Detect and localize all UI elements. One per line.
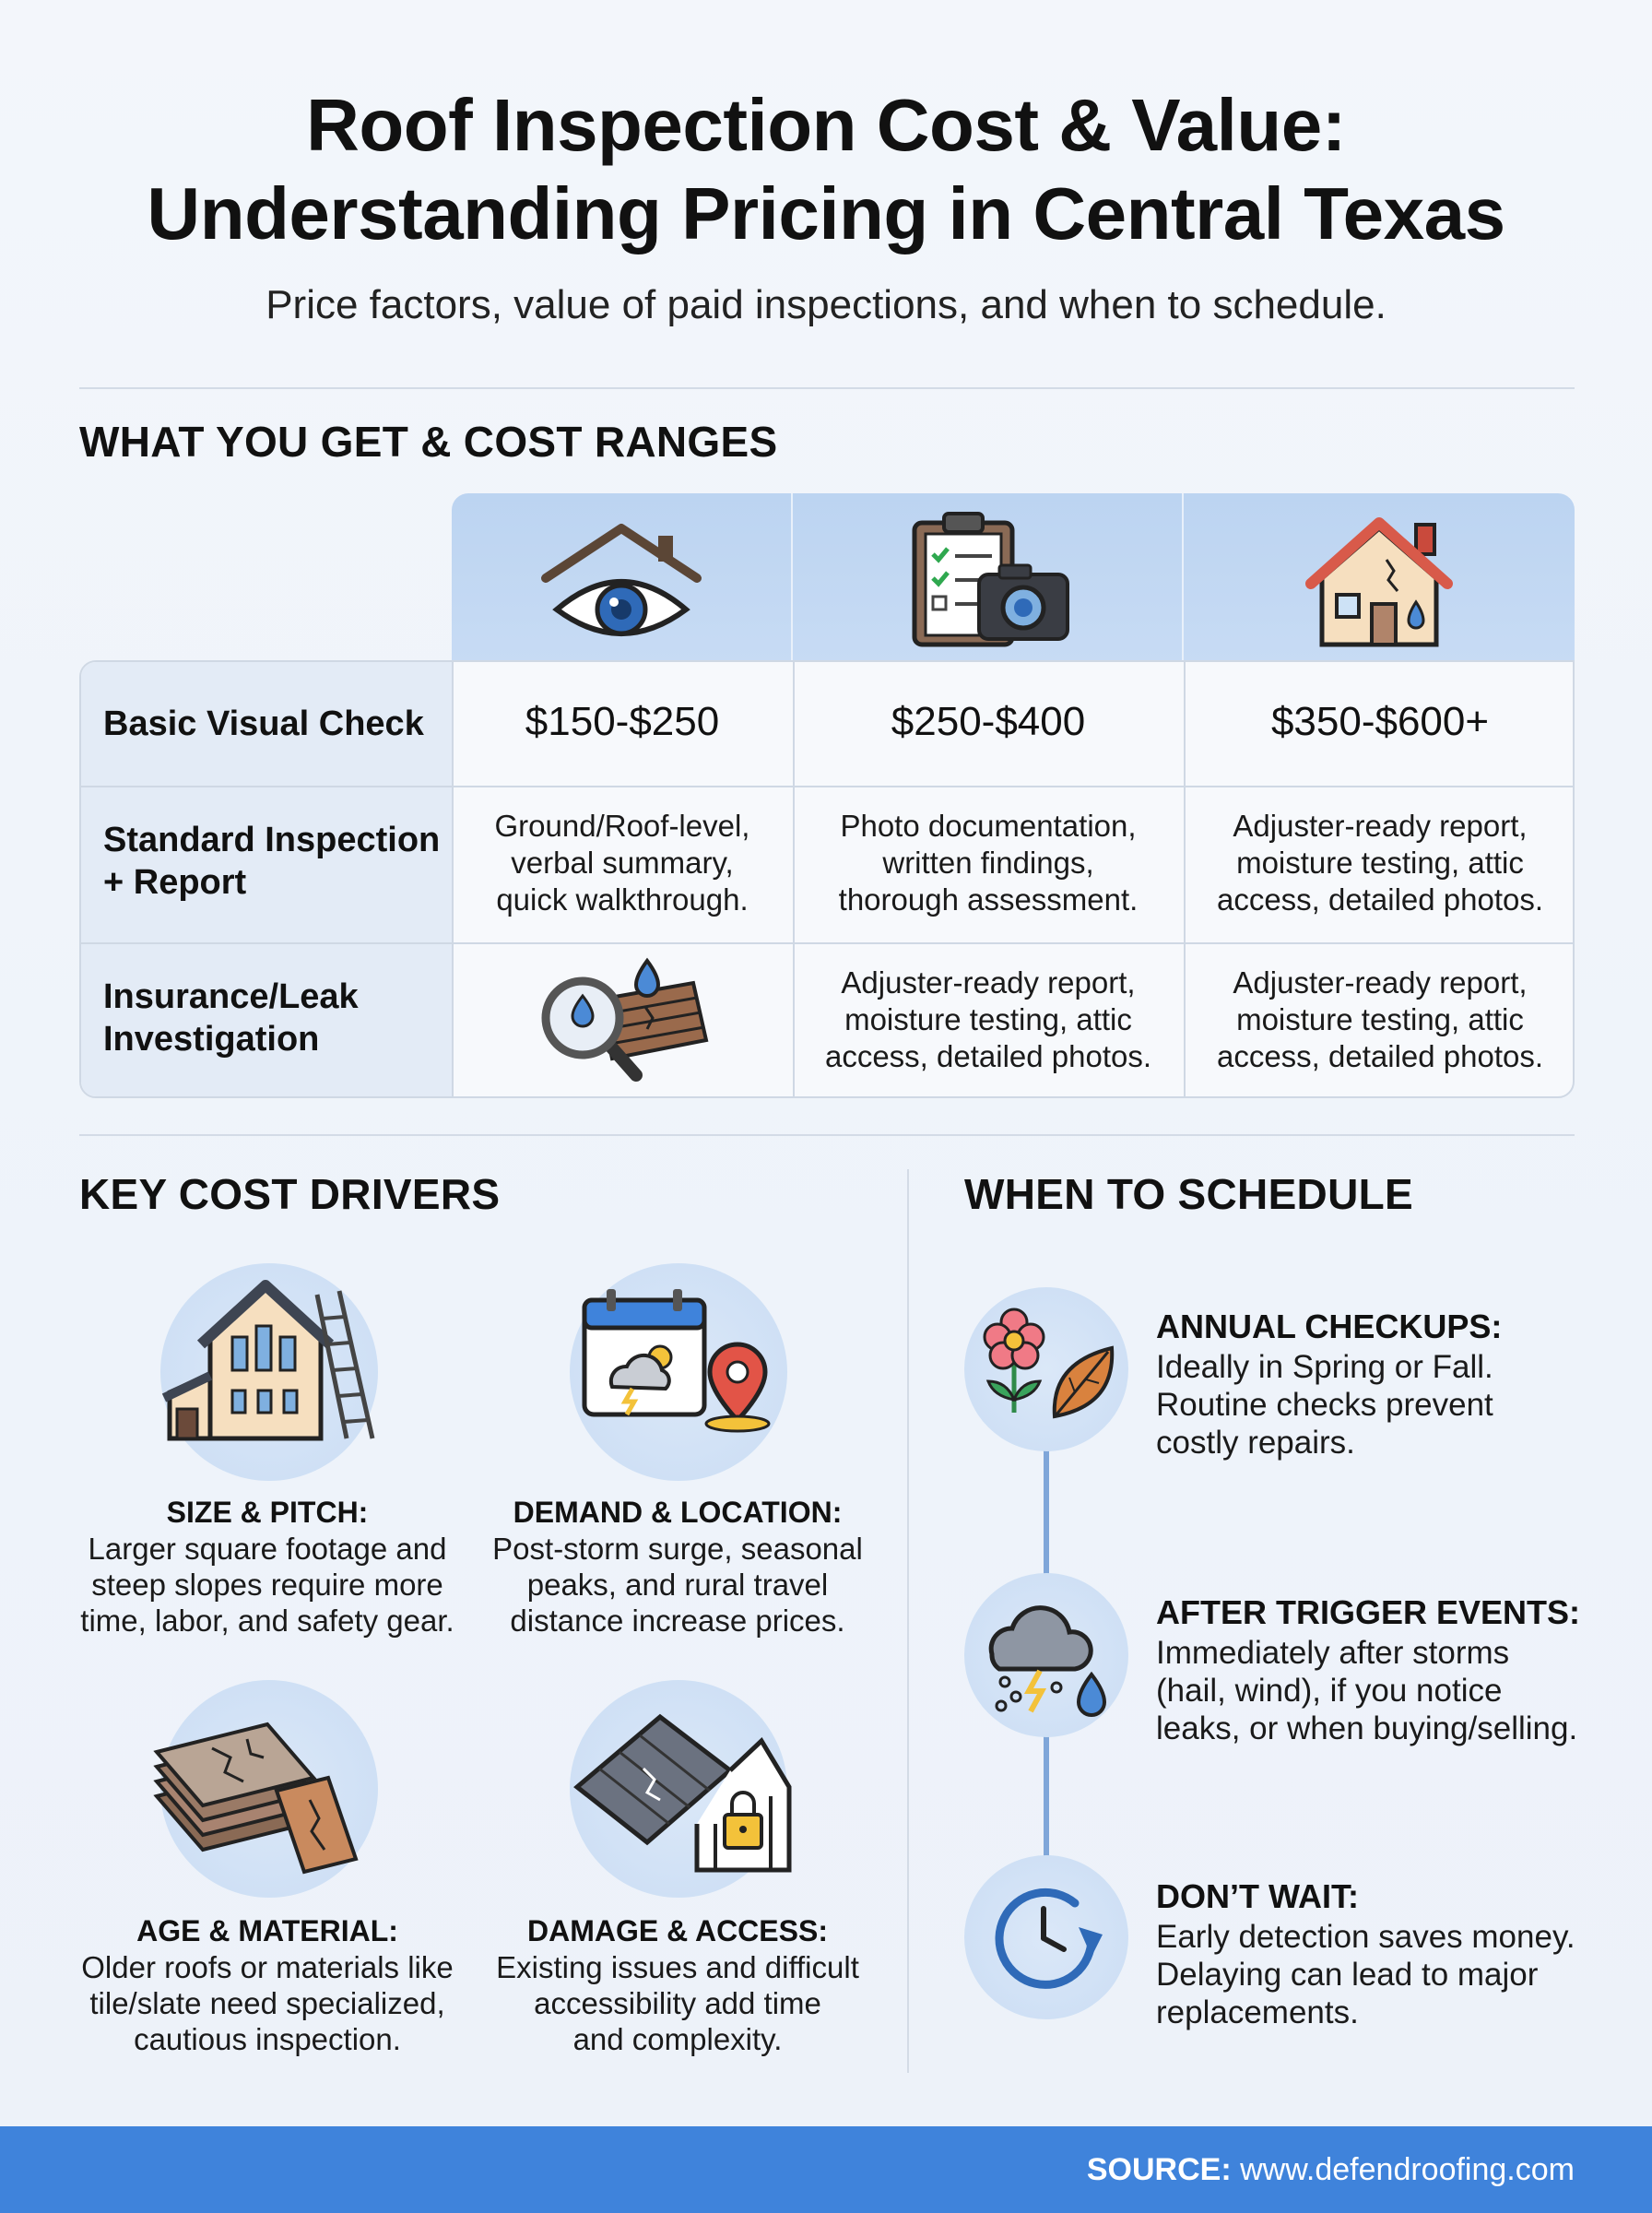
text-line: accessibility add time <box>534 1986 821 2020</box>
text-line: peaks, and rural travel <box>526 1568 829 1602</box>
clock-arrow-icon <box>983 1874 1112 2003</box>
cracked-tiles-icon <box>148 1702 387 1887</box>
source-credit <box>1087 2152 1575 2188</box>
header-divider <box>791 493 793 661</box>
text-line: Older roofs or materials like <box>81 1950 454 1984</box>
cost-table <box>79 660 1575 1098</box>
schedule-title-trigger: AFTER TRIGGER EVENTS: <box>1156 1593 1581 1631</box>
schedule-title-dontwait: DON’T WAIT: <box>1156 1877 1359 1915</box>
desc-line: access, detailed photos. <box>1216 1039 1544 1073</box>
text-line: costly repairs. <box>1156 1425 1355 1461</box>
standard-tier1-desc <box>452 808 793 918</box>
column-divider <box>907 1169 909 2073</box>
desc-line: Adjuster-ready report, <box>1233 965 1528 1000</box>
row-divider <box>81 942 1575 944</box>
driver-title-size: SIZE & PITCH: <box>166 1496 369 1529</box>
desc-line: Adjuster-ready report, <box>841 965 1136 1000</box>
text-line: distance increase prices. <box>510 1604 845 1638</box>
row-label-line: Investigation <box>103 1020 320 1059</box>
text-line: time, labor, and safety gear. <box>80 1604 454 1638</box>
row-label-basic: Basic Visual Check <box>103 704 424 743</box>
driver-text-damage <box>466 1949 890 2057</box>
text-line: Immediately after storms <box>1156 1635 1510 1671</box>
storm-cloud-icon <box>974 1586 1121 1724</box>
drivers-heading: KEY COST DRIVERS <box>79 1170 501 1218</box>
schedule-heading: WHEN TO SCHEDULE <box>964 1170 1413 1218</box>
page-title <box>0 81 1652 258</box>
driver-text-demand <box>466 1531 890 1639</box>
text-line: Early detection saves money. <box>1156 1919 1575 1955</box>
calendar-location-icon <box>572 1285 802 1451</box>
insurance-tier3-desc <box>1184 964 1575 1075</box>
row-label-line: + Report <box>103 863 247 902</box>
row-label-line: Insurance/Leak <box>103 977 359 1016</box>
timeline-line <box>1044 1438 1049 1577</box>
desc-line: Ground/Roof-level, <box>494 809 750 843</box>
damaged-house-icon <box>1287 506 1471 654</box>
title-line-1: Roof Inspection Cost & Value: <box>306 84 1346 166</box>
row-divider <box>81 786 1575 787</box>
costs-heading: WHAT YOU GET & COST RANGES <box>79 418 778 466</box>
desc-line: Photo documentation, <box>840 809 1137 843</box>
text-line: Post-storm surge, seasonal <box>492 1532 863 1566</box>
roof-lock-icon <box>559 1704 798 1879</box>
source-link[interactable]: www.defendroofing.com <box>1240 2152 1575 2187</box>
text-line: cautious inspection. <box>134 2022 401 2056</box>
desc-line: access, detailed photos. <box>1216 882 1544 917</box>
eye-roof-icon <box>529 519 714 639</box>
schedule-text-annual <box>1156 1348 1589 1462</box>
clipboard-camera-icon <box>896 506 1080 654</box>
desc-line: verbal summary, <box>511 846 734 880</box>
text-line: Existing issues and difficult <box>496 1950 859 1984</box>
desc-line: moisture testing, attic <box>1236 846 1524 880</box>
text-line: Delaying can lead to major <box>1156 1957 1539 1993</box>
house-ladder-icon <box>155 1272 385 1457</box>
row-label-standard <box>103 819 440 904</box>
footer-bar <box>0 2126 1652 2213</box>
text-line: leaks, or when buying/selling. <box>1156 1710 1578 1746</box>
flower-leaf-icon <box>974 1298 1121 1437</box>
desc-line: Adjuster-ready report, <box>1233 809 1528 843</box>
driver-title-damage: DAMAGE & ACCESS: <box>527 1914 828 1947</box>
table-header-row <box>452 493 1575 661</box>
desc-line: quick walkthrough. <box>496 882 749 917</box>
text-line: Larger square footage and <box>88 1532 447 1566</box>
price-basic-tier1: $150-$250 <box>525 699 720 744</box>
source-label: SOURCE: <box>1086 2152 1232 2187</box>
desc-line: thorough assessment. <box>838 882 1139 917</box>
divider-top <box>79 387 1575 389</box>
standard-tier2-desc <box>793 808 1184 918</box>
desc-line: moisture testing, attic <box>1236 1002 1524 1036</box>
timeline-line <box>1044 1734 1049 1859</box>
driver-text-age <box>55 1949 479 2057</box>
insurance-tier2-desc <box>793 964 1184 1075</box>
title-line-2: Understanding Pricing in Central Texas <box>147 172 1505 254</box>
driver-title-age: AGE & MATERIAL: <box>136 1914 398 1947</box>
row-label-insurance <box>103 976 359 1060</box>
magnifier-leak-icon <box>525 955 710 1094</box>
schedule-title-annual: ANNUAL CHECKUPS: <box>1156 1308 1503 1345</box>
text-line: steep slopes require more <box>91 1568 443 1602</box>
driver-text-size <box>55 1531 479 1639</box>
standard-tier3-desc <box>1184 808 1575 918</box>
text-line: and complexity. <box>572 2022 783 2056</box>
schedule-text-trigger <box>1156 1634 1589 1747</box>
schedule-text-dontwait <box>1156 1918 1589 2031</box>
text-line: Routine checks prevent <box>1156 1387 1493 1423</box>
desc-line: moisture testing, attic <box>844 1002 1132 1036</box>
text-line: replacements. <box>1156 1994 1359 2030</box>
price-basic-tier3: $350-$600+ <box>1270 699 1490 744</box>
text-line: Ideally in Spring or Fall. <box>1156 1349 1493 1385</box>
row-label-line: Standard Inspection <box>103 821 441 859</box>
text-line: (hail, wind), if you notice <box>1156 1673 1503 1709</box>
header-divider <box>1182 493 1184 661</box>
text-line: tile/slate need specialized, <box>89 1986 445 2020</box>
divider-middle <box>79 1134 1575 1136</box>
page-subtitle: Price factors, value of paid inspections, and when to schedule. <box>266 282 1386 327</box>
desc-line: access, detailed photos. <box>824 1039 1152 1073</box>
desc-line: written findings, <box>882 846 1094 880</box>
driver-title-demand: DEMAND & LOCATION: <box>513 1496 843 1529</box>
price-basic-tier2: $250-$400 <box>891 699 1086 744</box>
